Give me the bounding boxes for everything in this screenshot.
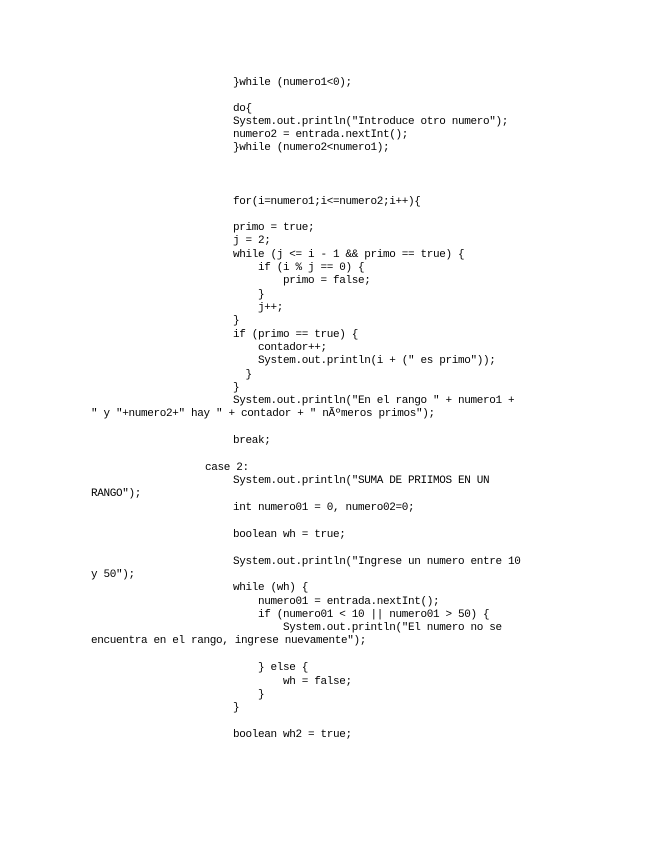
code-line: if (primo == true) { <box>233 329 359 341</box>
code-line: numero01 = entrada.nextInt(); <box>233 596 440 608</box>
code-line: System.out.println("En el rango " + numero1 + <box>233 395 515 407</box>
code-line: encuentra en el rango, ingrese nuevamente"); <box>91 635 367 647</box>
code-line: RANGO"); <box>91 488 142 500</box>
code-line: y 50"); <box>91 569 135 581</box>
code-line: case 2: <box>205 462 249 474</box>
code-line: } <box>233 315 240 327</box>
code-line: }while (numero1<0); <box>233 77 352 89</box>
code-line: while (wh) { <box>233 582 309 594</box>
code-line: System.out.println(i + (" es primo")); <box>233 355 496 367</box>
code-line: } <box>233 382 240 394</box>
code-line: do{ <box>233 103 252 115</box>
code-line: } <box>233 369 252 381</box>
code-line: wh = false; <box>233 676 352 688</box>
code-line: " y "+numero2+" hay " + contador + " nÃºmeros primos"); <box>91 408 435 420</box>
code-line: break; <box>233 435 271 447</box>
code-line: } <box>233 689 265 701</box>
code-line: while (j <= i - 1 && primo == true) { <box>233 249 465 261</box>
code-line: contador++; <box>233 342 327 354</box>
code-line: for(i=numero1;i<=numero2;i++){ <box>233 196 421 208</box>
code-line: primo = false; <box>233 275 371 287</box>
code-line: boolean wh = true; <box>233 529 346 541</box>
code-line: primo = true; <box>233 222 315 234</box>
code-line: }while (numero2<numero1); <box>233 142 390 154</box>
code-line: if (i % j == 0) { <box>233 262 365 274</box>
code-line: System.out.println("SUMA DE PRIIMOS EN UN <box>233 475 490 487</box>
code-line: j = 2; <box>233 235 271 247</box>
code-line: } <box>233 702 240 714</box>
code-line: } else { <box>233 662 309 674</box>
code-line: System.out.println("Ingrese un numero entre 10 <box>233 556 521 568</box>
code-line: boolean wh2 = true; <box>233 729 352 741</box>
code-line: System.out.println("Introduce otro numero"); <box>233 116 509 128</box>
code-line: int numero01 = 0, numero02=0; <box>233 502 415 514</box>
code-line: System.out.println("El numero no se <box>233 622 502 634</box>
code-line: numero2 = entrada.nextInt(); <box>233 129 409 141</box>
code-line: } <box>233 289 265 301</box>
code-line: j++; <box>233 302 284 314</box>
code-line: if (numero01 < 10 || numero01 > 50) { <box>233 609 490 621</box>
